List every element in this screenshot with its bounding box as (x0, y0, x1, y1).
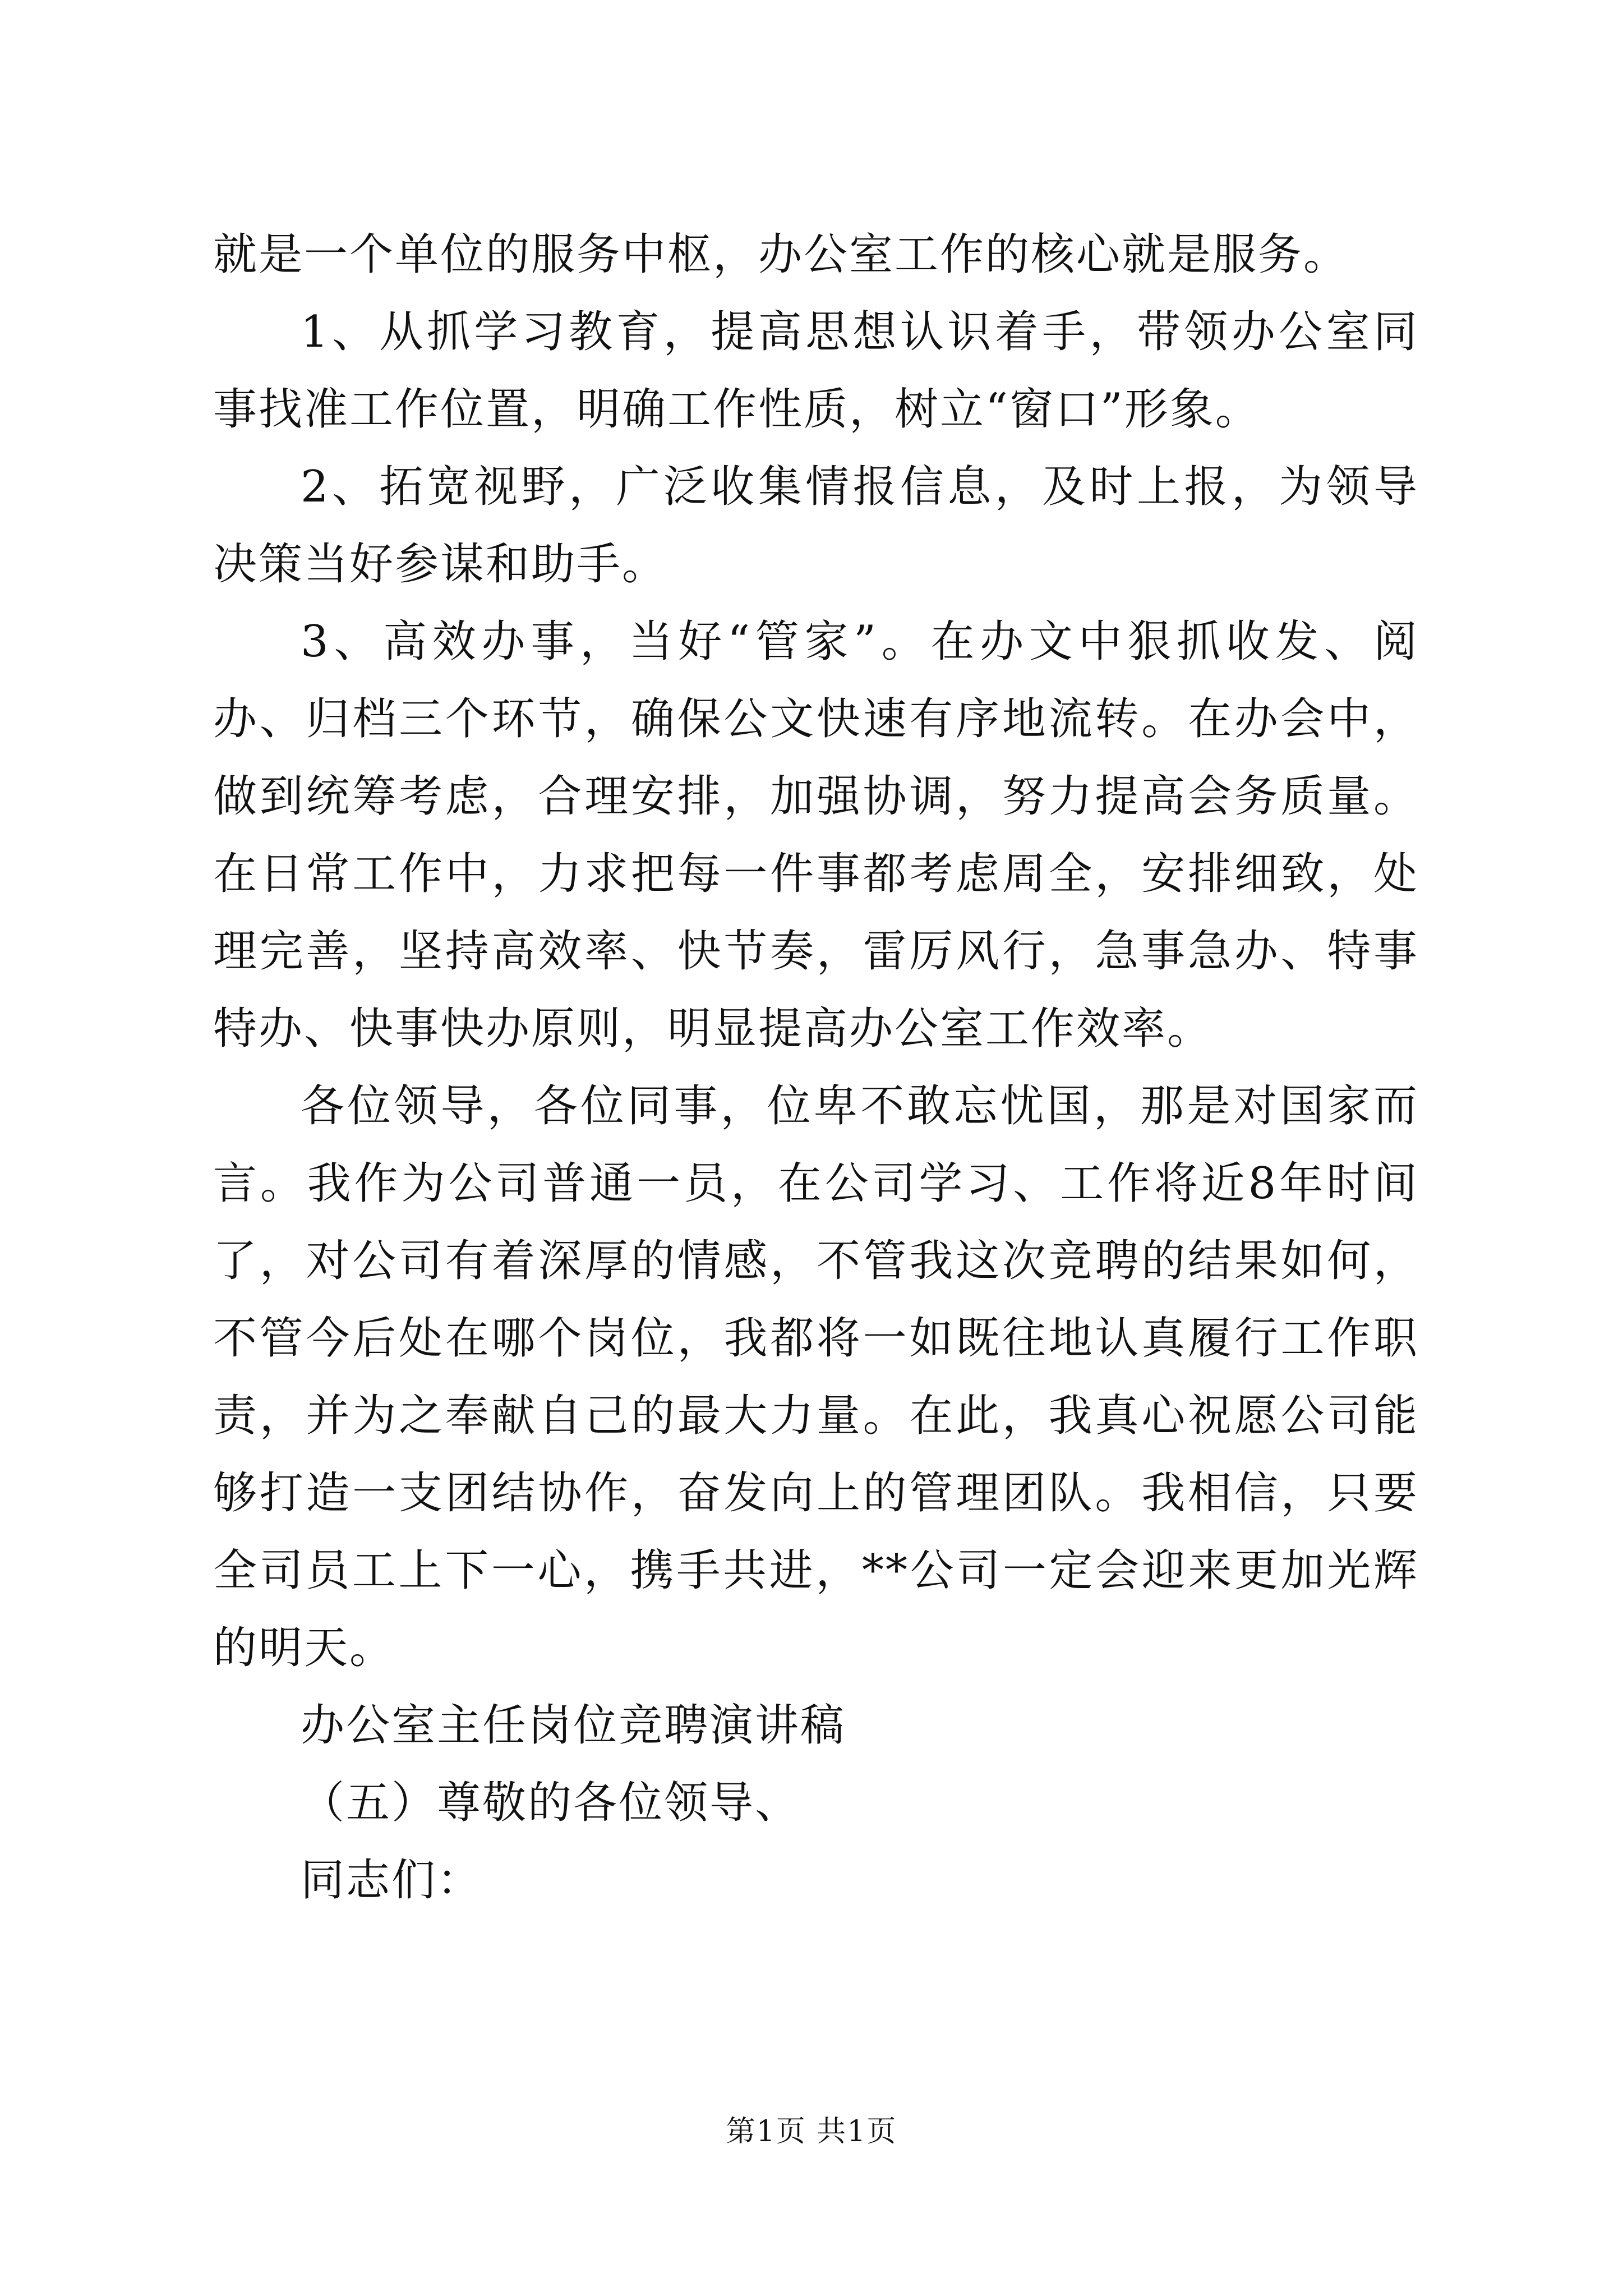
document-body (213, 216, 1419, 1919)
paragraph: 就是一个单位的服务中枢，办公室工作的核心就是服务。 (213, 229, 1349, 280)
paragraph: 2、拓宽视野，广泛收集情报信息，及时上报，为领导决策当好参谋和助手。 (213, 462, 1419, 590)
section-heading: （五）尊敬的各位领导、 (301, 1778, 801, 1828)
paragraph: 各位领导，各位同事，位卑不敢忘忧国，那是对国家而言。我作为公司普通一员，在公司学习、工作将近8年时间了，对公司有着深厚的情感，不管我这次竞聘的结果如何，不管今后处在哪个岗位，我都将一如既往地认真履行工作职责，并为之奉献自己的最大力量。在此，我真心祝愿公司能够打造一支团结协作，奋发向上的管理团队。我相信，只要全司员工上下一心，携手共进，**公司一定会迎来更加光辉的明天。 (213, 1081, 1419, 1673)
paragraph: 1、从抓学习教育，提高思想认识着手，带领办公室同事找准工作位置，明确工作性质，树立“窗口”形象。 (213, 307, 1419, 435)
salutation: 同志们： (301, 1855, 483, 1906)
paragraph: 3、高效办事，当好“管家”。在办文中狠抓收发、阅办、归档三个环节，确保公文快速有序地流转。在办会中，做到统筹考虑，合理安排，加强协调，努力提高会务质量。在日常工作中，力求把每一件事都考虑周全，安排细致，处理完善，坚持高效率、快节奏，雷厉风行，急事急办、特事特办、快事快办原则，明显提高办公室工作效率。 (213, 616, 1419, 1054)
page-footer: 第1页 共1页 (726, 2115, 897, 2148)
speech-title: 办公室主任岗位竞聘演讲稿 (301, 1700, 846, 1751)
